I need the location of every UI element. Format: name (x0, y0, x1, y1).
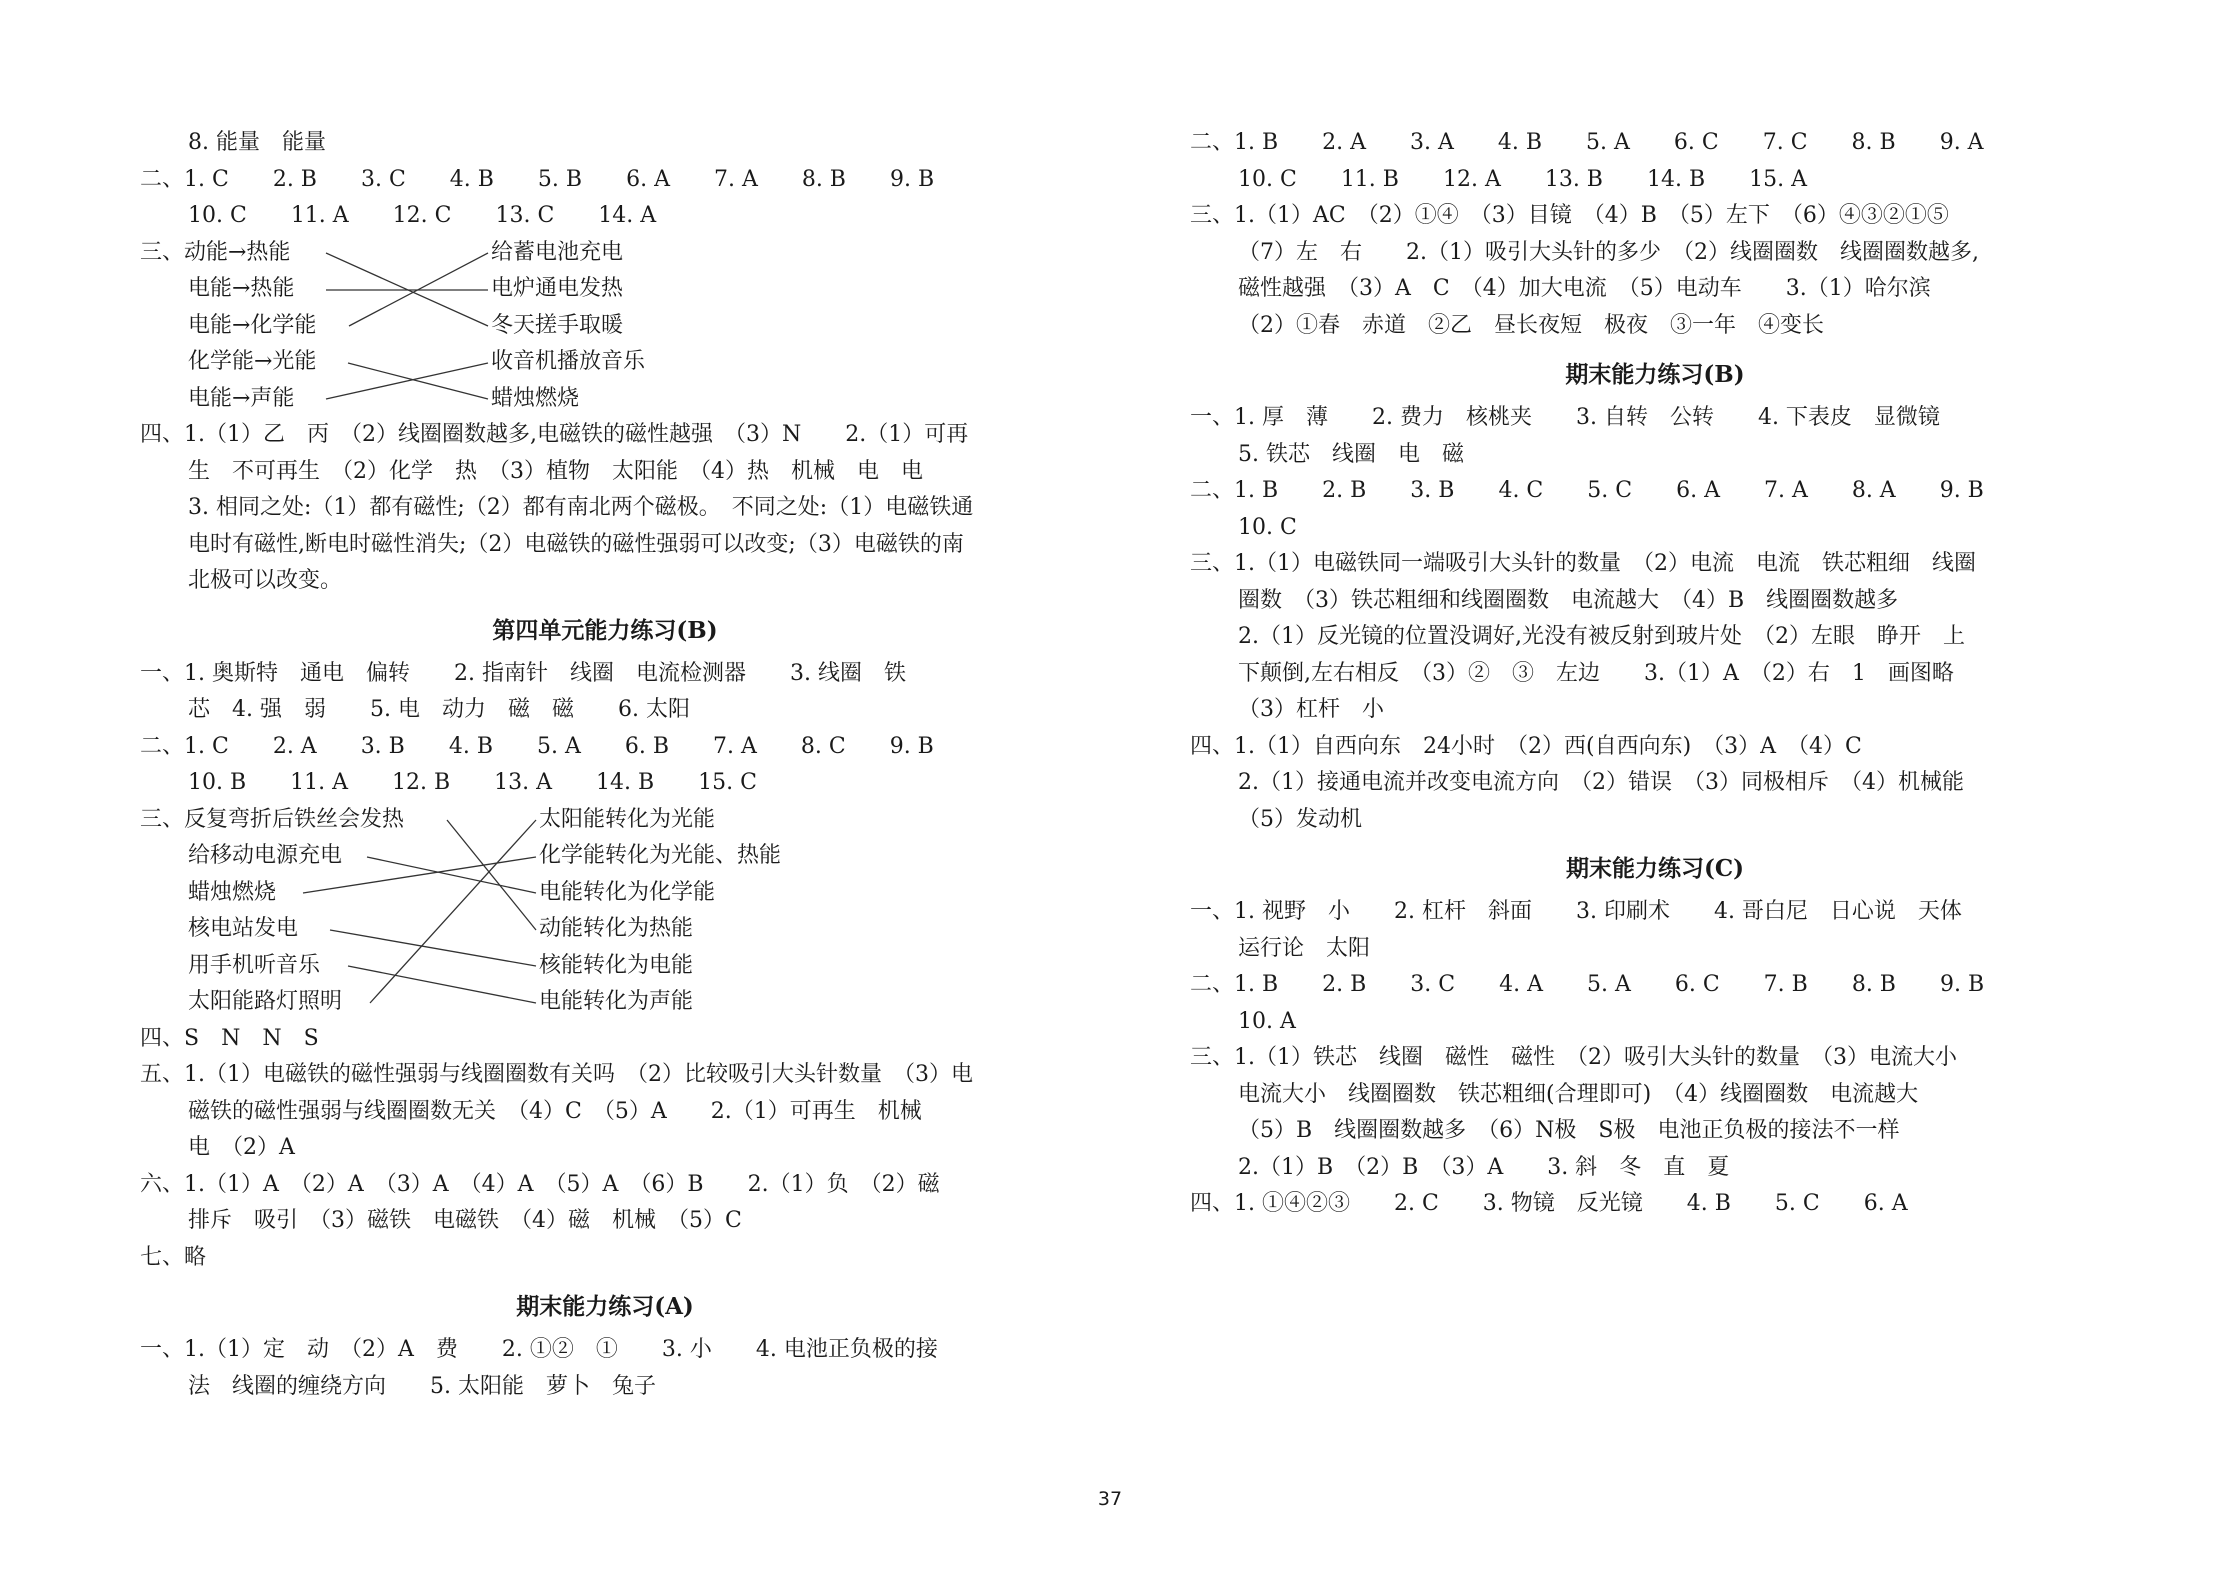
text-line: 2.（1）反光镜的位置没调好,光没有被反射到玻片处 （2）左眼 睁开 上 (1238, 624, 1965, 649)
text-line: 芯 4. 强 弱 5. 电 动力 磁 磁 6. 太阳 (188, 697, 690, 722)
section-title: 第四单元能力练习(B) (492, 616, 718, 644)
match-left: 用手机听音乐 (188, 952, 321, 978)
match-right: 冬天搓手取暖 (491, 312, 624, 338)
match-right: 电炉通电发热 (491, 276, 624, 301)
text-line: 磁铁的磁性强弱与线圈圈数无关 （4）C （5）A 2.（1）可再生 机械 (188, 1098, 922, 1124)
match-left: 太阳能路灯照明 (188, 989, 343, 1014)
text-line: （7）左 右 2.（1）吸引大头针的多少 （2）线圈圈数 线圈圈数越多, (1238, 239, 1979, 265)
match-left: 电能→热能 (188, 276, 295, 301)
match-row (140, 308, 1070, 345)
text-line: 10. C 11. B 12. A 13. B 14. B 15. A (1238, 166, 1807, 192)
text-line: 四、1.（1）乙 丙 （2）线圈圈数越多,电磁铁的磁性越强 （3）N 2.（1）可再 (140, 422, 969, 447)
text-line: 2.（1）接通电流并改变电流方向 （2）错误 （3）同极相斥 （4）机械能 (1238, 770, 1964, 795)
left-column (140, 125, 1070, 1405)
text-line: 四、1.（1）自西向东 24小时 （2）西(自西向东) （3）A （4）C (1190, 733, 1862, 759)
match-left: 给移动电源充电 (188, 843, 343, 868)
text-line: （5）B 线圈圈数越多 （6）N极 S极 电池正负极的接法不一样 (1238, 1118, 1900, 1143)
match-right: 电能转化为化学能 (539, 879, 716, 905)
match-right: 蜡烛燃烧 (491, 385, 580, 411)
text-line: 四、1. ①④②③ 2. C 3. 物镜 反光镜 4. B 5. C 6. A (1190, 1191, 1908, 1216)
text-line: 一、1. 视野 小 2. 杠杆 斜面 3. 印刷术 4. 哥白尼 日心说 天体 (1190, 899, 1962, 924)
match-left: 电能→化学能 (188, 312, 317, 338)
text-line: （5）发动机 (1238, 806, 1362, 832)
match-right: 收音机播放音乐 (491, 349, 646, 374)
text-line: 电时有磁性,断电时磁性消失;（2）电磁铁的磁性强弱可以改变;（3）电磁铁的南 (188, 531, 964, 557)
text-line: 四、S N N S (140, 1025, 319, 1051)
match-row (140, 235, 1070, 272)
text-line: 一、1. 厚 薄 2. 费力 核桃夹 3. 自转 公转 4. 下表皮 显微镜 (1190, 405, 1940, 430)
text-line: 二、1. C 2. A 3. B 4. B 5. A 6. B 7. A 8. C 9. B (140, 733, 934, 759)
match-left: 电能→声能 (188, 385, 295, 411)
match-right: 给蓄电池充电 (491, 239, 624, 265)
match-left: 三、动能→热能 (140, 239, 291, 265)
match-right: 动能转化为热能 (539, 916, 694, 941)
match-row (140, 875, 1070, 912)
text-line: 3. 相同之处:（1）都有磁性;（2）都有南北两个磁极。 不同之处:（1）电磁铁通 (188, 495, 974, 520)
match-left: 三、反复弯折后铁丝会发热 (140, 806, 405, 832)
text-line: 5. 铁芯 线圈 电 磁 (1238, 441, 1464, 467)
match-row (140, 948, 1070, 985)
text-line: 法 线圈的缠绕方向 5. 太阳能 萝卜 兔子 (188, 1373, 656, 1399)
text-line: 三、1.（1）AC （2）①④ （3）目镜 （4）B （5）左下 （6）④③②①⑤ (1190, 203, 1949, 228)
text-line: 二、1. B 2. B 3. B 4. C 5. C 6. A 7. A 8. A 9. B (1190, 478, 1984, 503)
match-row (140, 984, 1070, 1021)
match-row (140, 911, 1070, 948)
text-line: 8. 能量 能量 (188, 130, 326, 155)
match-row (140, 802, 1070, 839)
text-line: 六、1.（1）A （2）A （3）A （4）A （5）A （6）B 2.（1）负 （2）磁 (140, 1171, 940, 1197)
match-row (140, 381, 1070, 418)
text-line: 10. C 11. A 12. C 13. C 14. A (188, 203, 657, 228)
text-line: 圈数 （3）铁芯粗细和线圈圈数 电流越大 （4）B 线圈圈数越多 (1238, 587, 1899, 613)
text-line: 北极可以改变。 (188, 568, 343, 593)
text-line: 2.（1）B （2）B （3）A 3. 斜 冬 直 夏 (1238, 1154, 1730, 1180)
text-line: 二、1. C 2. B 3. C 4. B 5. B 6. A 7. A 8. B 9. B (140, 166, 935, 192)
text-line: 10. A (1238, 1008, 1296, 1034)
page-number: 37 (1097, 1488, 1123, 1510)
text-line: （3）杠杆 小 (1238, 697, 1384, 722)
text-line: 七、略 (140, 1244, 207, 1270)
text-line: 运行论 太阳 (1238, 935, 1371, 961)
text-line: 一、1. 奥斯特 通电 偏转 2. 指南针 线圈 电流检测器 3. 线圈 铁 (140, 660, 906, 686)
matching-exercise-energy (140, 235, 1070, 418)
text-line: 五、1.（1）电磁铁的磁性强弱与线圈圈数有关吗 （2）比较吸引大头针数量 （3）电 (140, 1062, 973, 1087)
text-line: 10. B 11. A 12. B 13. A 14. B 15. C (188, 770, 757, 795)
match-left: 核电站发电 (188, 916, 299, 941)
section-title: 期末能力练习(C) (1565, 855, 1745, 882)
match-right: 电能转化为声能 (539, 989, 694, 1014)
match-right: 化学能转化为光能、热能 (539, 843, 782, 868)
match-row (140, 271, 1070, 308)
text-line: 电流大小 线圈圈数 铁芯粗细(合理即可) （4）线圈圈数 电流越大 (1238, 1081, 1919, 1107)
section-title: 期末能力练习(A) (516, 1293, 694, 1320)
text-line: 10. C (1238, 514, 1297, 540)
text-line: （2）①春 赤道 ②乙 昼长夜短 极夜 ③一年 ④变长 (1238, 312, 1824, 338)
text-line: 电 （2）A (188, 1135, 295, 1160)
text-line: 二、1. B 2. B 3. C 4. A 5. A 6. C 7. B 8. B 9. B (1190, 972, 1985, 997)
text-line: 一、1.（1）定 动 （2）A 费 2. ①② ① 3. 小 4. 电池正负极的接 (140, 1337, 938, 1362)
text-line: 三、1.（1）铁芯 线圈 磁性 磁性 （2）吸引大头针的数量 （3）电流大小 (1190, 1045, 1957, 1070)
text-line: 三、1.（1）电磁铁同一端吸引大头针的数量 （2）电流 电流 铁芯粗细 线圈 (1190, 551, 1976, 576)
match-row (140, 838, 1070, 875)
section-title: 期末能力练习(B) (1565, 361, 1745, 388)
text-line: 排斥 吸引 （3）磁铁 电磁铁 （4）磁 机械 （5）C (188, 1208, 742, 1233)
matching-exercise-conversion (140, 802, 1070, 1021)
match-row (140, 344, 1070, 381)
text-line: 二、1. B 2. A 3. A 4. B 5. A 6. C 7. C 8. B 9. A (1190, 130, 1984, 155)
text-line: 生 不可再生 （2）化学 热 （3）植物 太阳能 （4）热 机械 电 电 (188, 458, 923, 484)
text-line: 下颠倒,左右相反 （3）② ③ 左边 3.（1）A （2）右 1 画图略 (1238, 660, 1954, 686)
right-column (1190, 125, 2120, 1223)
match-right: 核能转化为电能 (539, 952, 694, 978)
match-left: 蜡烛燃烧 (188, 879, 277, 905)
match-left: 化学能→光能 (188, 349, 317, 374)
match-right: 太阳能转化为光能 (539, 806, 716, 832)
text-line: 磁性越强 （3）A C （4）加大电流 （5）电动车 3.（1）哈尔滨 (1238, 276, 1931, 301)
